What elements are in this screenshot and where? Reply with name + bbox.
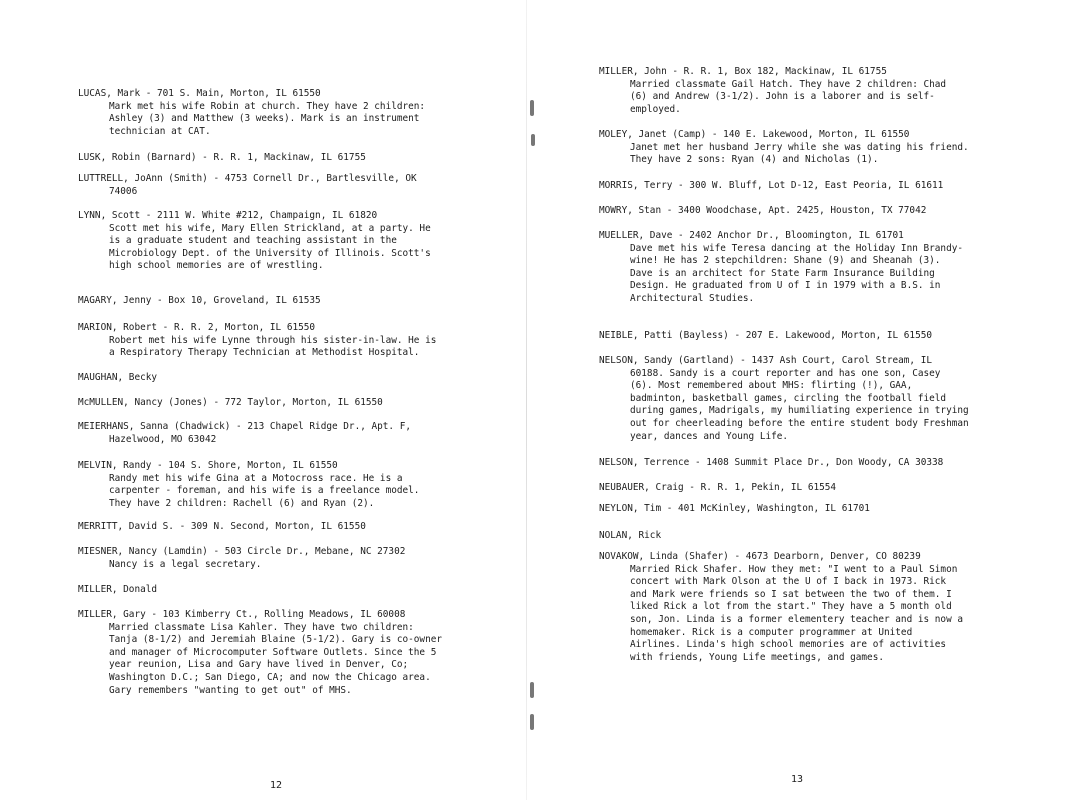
directory-entry (599, 482, 997, 495)
directory-entry (78, 210, 478, 273)
entry-name-address: MOWRY, Stan - 3400 Woodchase, Apt. 2425, Houston, TX 77042 (599, 205, 927, 216)
directory-entry (78, 546, 478, 571)
entry-description: Scott met his wife, Mary Ellen Strickland, at a party. He is a graduate student and teaching assistant in the Microbiology Dept. of the University of Illinois. Scott's high school memories are of wrestling. (109, 222, 431, 272)
entry-name-address: NELSON, Terrence - 1408 Summit Place Dr., Don Woody, CA 30338 (599, 457, 944, 468)
entry-name-address: LUCAS, Mark - 701 S. Main, Morton, IL 61550 (78, 88, 321, 99)
directory-entry (78, 152, 478, 165)
directory-entry (78, 421, 478, 446)
directory-entry (78, 397, 478, 410)
entry-name-address: NELSON, Sandy (Gartland) - 1437 Ash Court, Carol Stream, IL (599, 355, 933, 366)
entry-name-address: LYNN, Scott - 2111 W. White #212, Champaign, IL 61820 (78, 210, 378, 221)
directory-entry (599, 503, 997, 516)
entry-name-address: MILLER, Gary - 103 Kimberry Ct., Rolling Meadows, IL 60008 (78, 609, 406, 620)
entry-description: Janet met her husband Jerry while she was dating his friend. They have 2 sons: Ryan (4) and Nicholas (1). (630, 141, 969, 166)
directory-entry (599, 66, 997, 116)
directory-entry (78, 88, 478, 138)
entry-name-address: MARION, Robert - R. R. 2, Morton, IL 61550 (78, 322, 316, 333)
entry-description: Married Rick Shafer. How they met: "I went to a Paul Simon concert with Mark Olson at the U of I back in 1973. Rick and Mark were friends so I sat between the two of them. I liked Rick a lot from the start." They have a 5 month old son, Jon. Linda is a former elementery teacher and is now a homemaker. Rick is a computer programmer at United Airlines. Linda's high school memories are of activities with friends, Young Life meetings, and games. (630, 563, 964, 663)
directory-entry (78, 173, 478, 198)
entry-name-address: NEUBAUER, Craig - R. R. 1, Pekin, IL 61554 (599, 482, 837, 493)
directory-entry (78, 521, 478, 534)
directory-entry (599, 129, 997, 167)
directory-entry (599, 457, 997, 470)
entry-description: Robert met his wife Lynne through his sister-in-law. He is a Respiratory Therapy Technician at Methodist Hospital. (109, 334, 437, 359)
entry-name-address: LUTTRELL, JoAnn (Smith) - 4753 Cornell Dr., Bartlesville, OK (78, 173, 417, 184)
entry-name-address: LUSK, Robin (Barnard) - R. R. 1, Mackinaw, IL 61755 (78, 152, 366, 163)
directory-entry (599, 551, 997, 664)
page-number: 12 (270, 780, 283, 791)
entry-description: Randy met his wife Gina at a Motocross race. He is a carpenter - foreman, and his wife is a freelance model. They have 2 children: Rachell (6) and Ryan (2). (109, 472, 420, 509)
entry-name-address: MIESNER, Nancy (Lamdin) - 503 Circle Dr., Mebane, NC 27302 (78, 546, 406, 557)
entry-name-address: MOLEY, Janet (Camp) - 140 E. Lakewood, Morton, IL 61550 (599, 129, 910, 140)
entry-name-address: MORRIS, Terry - 300 W. Bluff, Lot D-12, East Peoria, IL 61611 (599, 180, 944, 191)
entry-description: Nancy is a legal secretary. (109, 558, 262, 570)
entry-description: Dave met his wife Teresa dancing at the Holiday Inn Brandy- wine! He has 2 stepchildren: Shane (9) and Sheanah (3). Dave is an architect for State Farm Insurance Building Design. He graduated from U of I in 1979 with a B.S. in Architectural Studies. (630, 242, 964, 304)
entry-description: Hazelwood, MO 63042 (109, 433, 217, 445)
directory-entry (78, 295, 478, 308)
entry-name-address: MELVIN, Randy - 104 S. Shore, Morton, IL 61550 (78, 460, 338, 471)
directory-entry (78, 322, 478, 360)
entry-name-address: McMULLEN, Nancy (Jones) - 772 Taylor, Morton, IL 61550 (78, 397, 383, 408)
directory-entry (599, 180, 997, 193)
entry-name-address: MEIERHANS, Sanna (Chadwick) - 213 Chapel Ridge Dr., Apt. F, (78, 421, 412, 432)
entry-description: 74006 (109, 185, 138, 197)
entry-description: 60188. Sandy is a court reporter and has one son, Casey (6). Most remembered about MHS: flirting (!), GAA, badminton, basketball games, circling the football field during games, Madrigals, my humiliating experience in trying out for cheerleading before the entire student body Freshman year, dances and Young Life. (630, 367, 969, 442)
entry-name-address: NEYLON, Tim - 401 McKinley, Washington, IL 61701 (599, 503, 870, 514)
entry-name-address: MUELLER, Dave - 2402 Anchor Dr., Bloomington, IL 61701 (599, 230, 904, 241)
directory-entry (599, 205, 997, 218)
directory-entry (78, 584, 478, 597)
directory-entry (78, 609, 478, 697)
entry-name-address: MILLER, Donald (78, 584, 158, 595)
entry-description: Mark met his wife Robin at church. They have 2 children: Ashley (3) and Matthew (3 weeks). Mark is an instrument technician at CAT. (109, 100, 426, 137)
entry-description: Married classmate Gail Hatch. They have 2 children: Chad (6) and Andrew (3-1/2). John is a laborer and is self- employed. (630, 78, 947, 115)
entry-description: Married classmate Lisa Kahler. They have two children: Tanja (8-1/2) and Jeremiah Blaine (5-1/2). Gary is co-owner and manager of Microcomputer Software Outlets. Since the 5 year reunion, Lisa and Gary have lived in Denver, Co; Washington D.C.; San Diego, CA; and now the Chicago area. Gary remembers "wanting to get out" of MHS. (109, 621, 443, 696)
directory-entry (599, 230, 997, 306)
page-number: 13 (791, 774, 804, 785)
entry-name-address: MILLER, John - R. R. 1, Box 182, Mackinaw, IL 61755 (599, 66, 887, 77)
directory-entry (599, 355, 997, 443)
entry-name-address: MERRITT, David S. - 309 N. Second, Morton, IL 61550 (78, 521, 366, 532)
entry-name-address: NOVAKOW, Linda (Shafer) - 4673 Dearborn, Denver, CO 80239 (599, 551, 921, 562)
entry-name-address: MAUGHAN, Becky (78, 372, 158, 383)
right-page (527, 0, 1065, 800)
directory-entry (599, 530, 997, 543)
entry-name-address: MAGARY, Jenny - Box 10, Groveland, IL 61535 (78, 295, 321, 306)
directory-entry (78, 460, 478, 510)
left-page (0, 0, 527, 800)
entry-name-address: NOLAN, Rick (599, 530, 662, 541)
entry-name-address: NEIBLE, Patti (Bayless) - 207 E. Lakewood, Morton, IL 61550 (599, 330, 933, 341)
directory-entry (599, 330, 997, 343)
directory-entry (78, 372, 478, 385)
